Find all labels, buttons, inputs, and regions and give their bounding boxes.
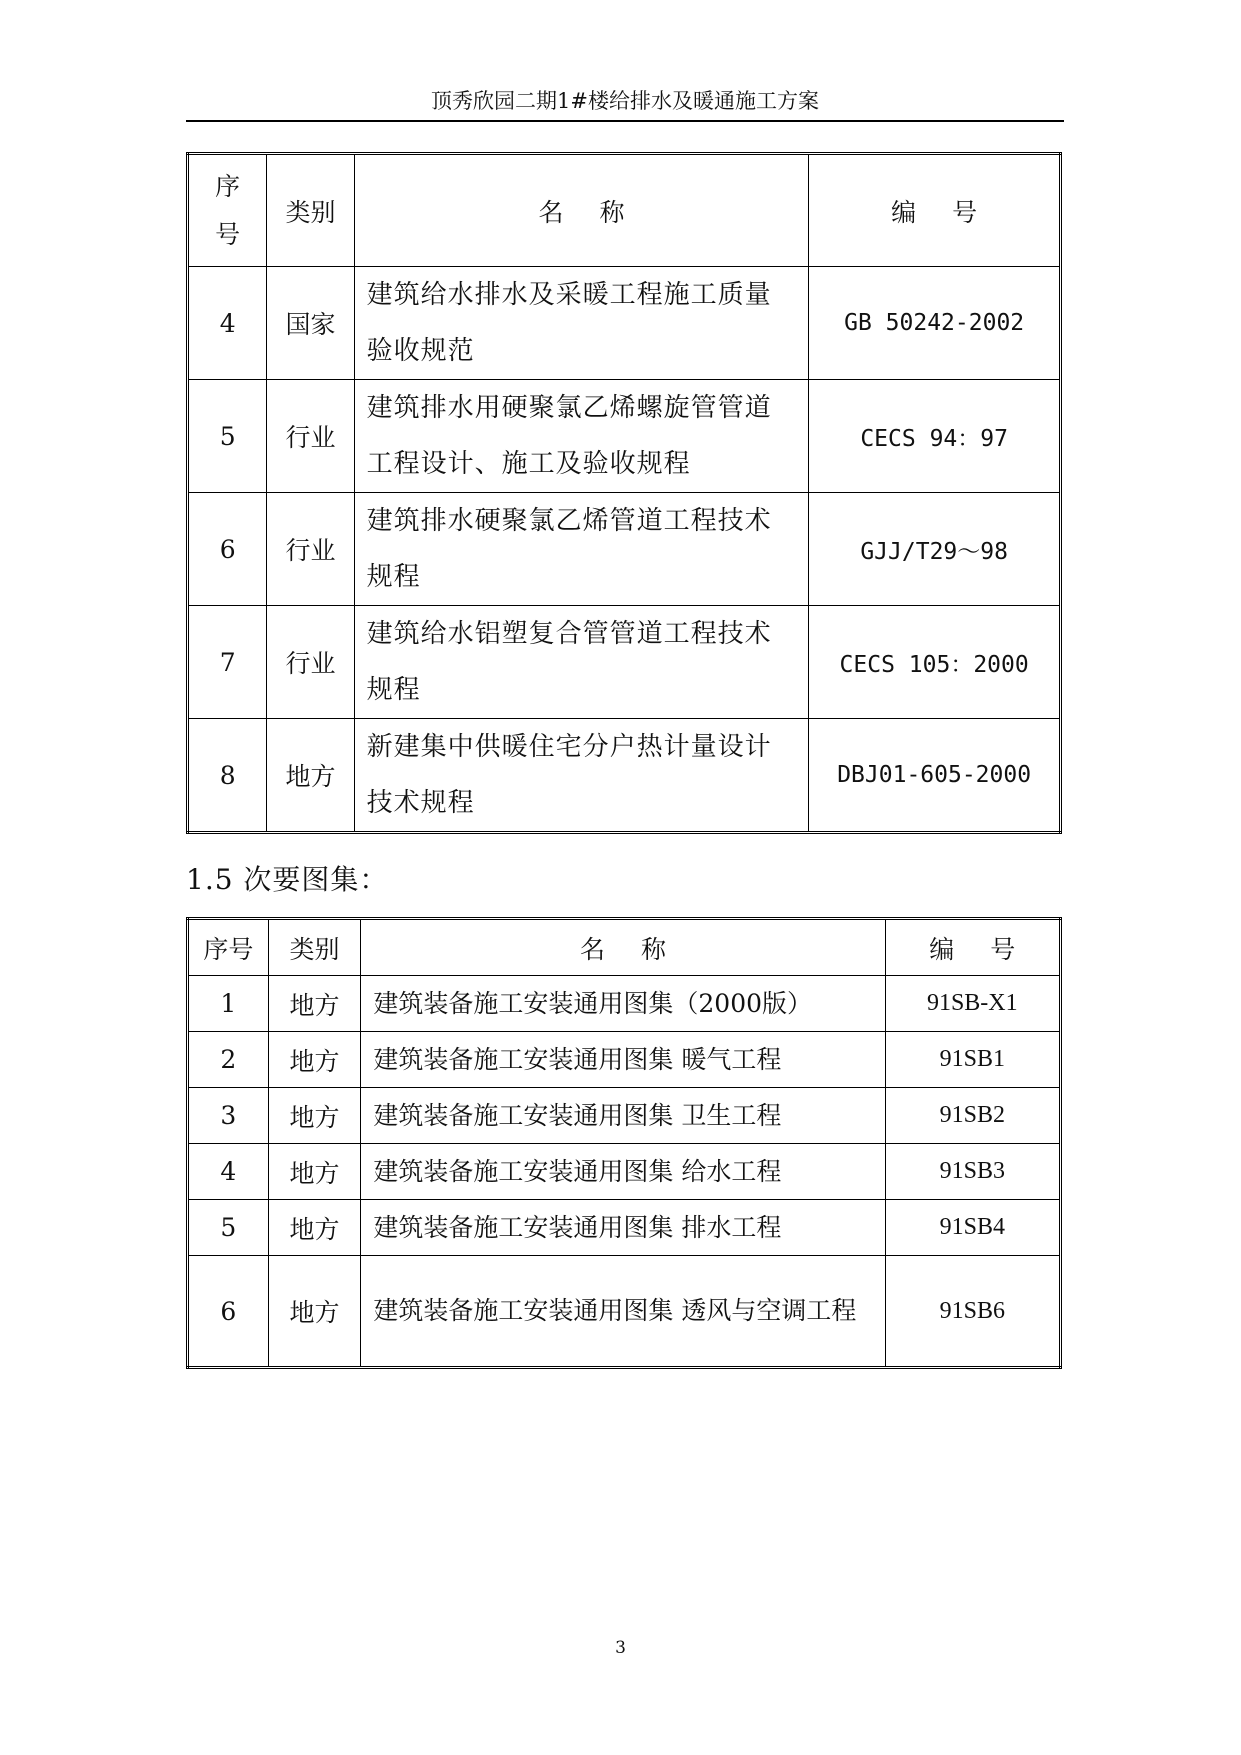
row-code: 91SB4 <box>885 1200 1060 1256</box>
row-seq: 5 <box>188 380 267 493</box>
header-seq: 序号 <box>188 919 269 976</box>
standards-table <box>186 152 1062 834</box>
row-seq: 7 <box>188 606 267 719</box>
table-row <box>188 1088 1061 1144</box>
row-category: 地方 <box>268 1088 361 1144</box>
row-seq: 6 <box>188 493 267 606</box>
table-header-row <box>188 919 1061 976</box>
row-code: CECS 94：97 <box>809 380 1061 493</box>
row-seq: 4 <box>188 1144 269 1200</box>
row-category: 地方 <box>268 1256 361 1368</box>
row-code: GB 50242-2002 <box>809 267 1061 380</box>
header-category: 类别 <box>267 154 354 267</box>
row-category: 地方 <box>268 976 361 1032</box>
row-category: 国家 <box>267 267 354 380</box>
row-name: 建筑装备施工安装通用图集 透风与空调工程 <box>361 1256 885 1368</box>
table-row <box>188 1032 1061 1088</box>
header-code: 编号 <box>885 919 1060 976</box>
header-seq: 序号 <box>188 154 267 267</box>
table-row <box>188 1144 1061 1200</box>
row-code: CECS 105：2000 <box>809 606 1061 719</box>
row-code: 91SB1 <box>885 1032 1060 1088</box>
header-category: 类别 <box>268 919 361 976</box>
row-name: 建筑装备施工安装通用图集（2000版） <box>361 976 885 1032</box>
row-category: 地方 <box>268 1200 361 1256</box>
table-header-row <box>188 154 1061 267</box>
row-code: 91SB-X1 <box>885 976 1060 1032</box>
table-row <box>188 493 1061 606</box>
row-name: 建筑装备施工安装通用图集 暖气工程 <box>361 1032 885 1088</box>
row-name: 建筑装备施工安装通用图集 卫生工程 <box>361 1088 885 1144</box>
row-name: 建筑给水铝塑复合管管道工程技术规程 <box>354 606 809 719</box>
header-name: 名称 <box>354 154 809 267</box>
row-category: 地方 <box>268 1144 361 1200</box>
row-code: 91SB2 <box>885 1088 1060 1144</box>
row-code: GJJ/T29～98 <box>809 493 1061 606</box>
row-code: 91SB3 <box>885 1144 1060 1200</box>
header-name: 名称 <box>361 919 885 976</box>
row-seq: 8 <box>188 719 267 833</box>
row-seq: 1 <box>188 976 269 1032</box>
row-name: 新建集中供暖住宅分户热计量设计技术规程 <box>354 719 809 833</box>
table-row <box>188 606 1061 719</box>
row-category: 行业 <box>267 380 354 493</box>
row-category: 行业 <box>267 606 354 719</box>
header-code: 编号 <box>809 154 1061 267</box>
table-row <box>188 976 1061 1032</box>
row-name: 建筑给水排水及采暖工程施工质量验收规范 <box>354 267 809 380</box>
row-name: 建筑装备施工安装通用图集 给水工程 <box>361 1144 885 1200</box>
page-number: 3 <box>615 1638 626 1658</box>
row-code: 91SB6 <box>885 1256 1060 1368</box>
row-category: 地方 <box>268 1032 361 1088</box>
row-seq: 3 <box>188 1088 269 1144</box>
atlas-table <box>186 917 1062 1369</box>
page-header: 顶秀欣园二期1#楼给排水及暖通施工方案 <box>186 84 1064 122</box>
row-category: 地方 <box>267 719 354 833</box>
row-seq: 6 <box>188 1256 269 1368</box>
section-title: 1.5 次要图集： <box>186 863 389 896</box>
table-row <box>188 267 1061 380</box>
row-name: 建筑排水用硬聚氯乙烯螺旋管管道工程设计、施工及验收规程 <box>354 380 809 493</box>
row-seq: 5 <box>188 1200 269 1256</box>
row-name: 建筑装备施工安装通用图集 排水工程 <box>361 1200 885 1256</box>
row-code: DBJ01-605-2000 <box>809 719 1061 833</box>
table-row <box>188 719 1061 833</box>
table-row <box>188 1200 1061 1256</box>
row-name: 建筑排水硬聚氯乙烯管道工程技术规程 <box>354 493 809 606</box>
row-category: 行业 <box>267 493 354 606</box>
row-seq: 4 <box>188 267 267 380</box>
table-row <box>188 380 1061 493</box>
table-row <box>188 1256 1061 1368</box>
row-seq: 2 <box>188 1032 269 1088</box>
